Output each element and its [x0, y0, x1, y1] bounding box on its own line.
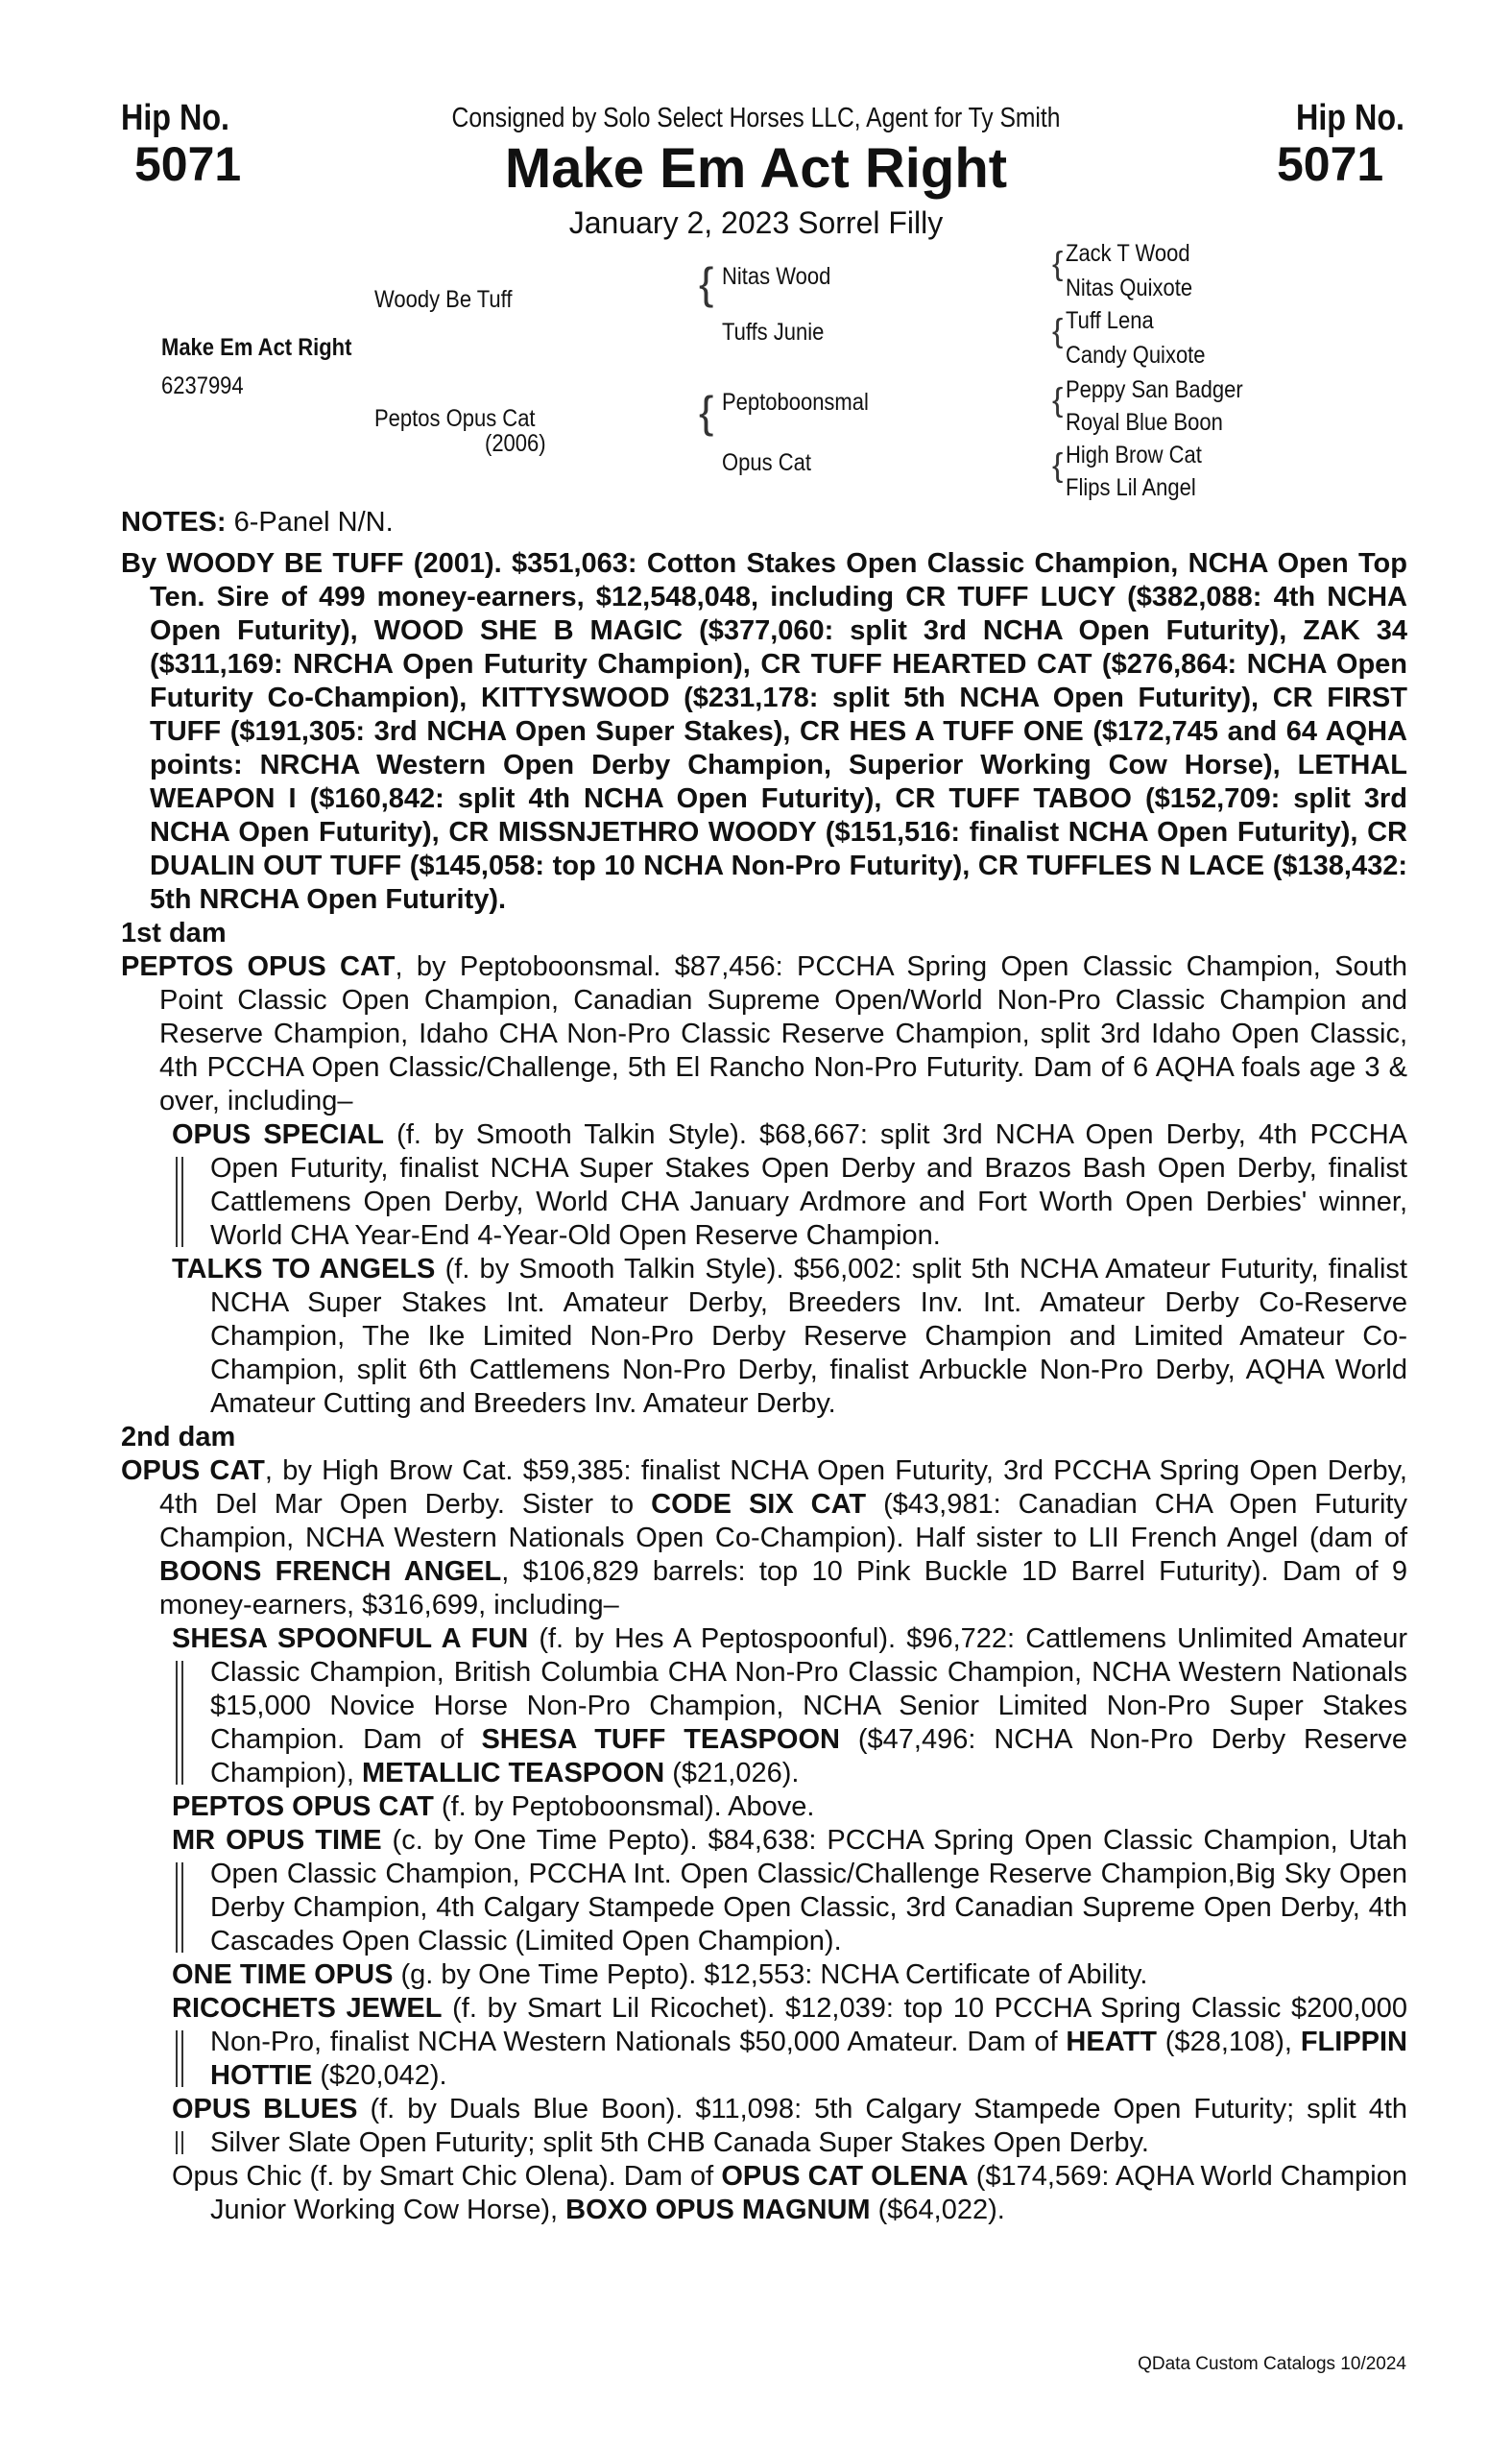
pedigree-sire-sire: Nitas Wood: [722, 263, 831, 290]
produce-entry: [121, 1118, 1407, 1253]
produce-text: ($174,569: AQHA World Champion Junior Working Cow Horse),: [210, 2161, 1407, 2225]
produce-text: ($28,108),: [1156, 2027, 1301, 2057]
pedigree-dam-sire: Peptoboonsmal: [722, 389, 869, 416]
consignor: Consigned by Solo Select Horses LLC, Agent for Ty Smith: [451, 103, 1061, 133]
brace: {: [1052, 313, 1064, 349]
notes-text: 6-Panel N/N.: [226, 507, 394, 538]
pedigree-dam-year: (2006): [485, 430, 546, 457]
brace: {: [699, 258, 714, 308]
produce-offspring: SHESA TUFF TEASPOON: [481, 1724, 840, 1755]
produce-entry: [121, 1790, 1407, 1824]
produce-entry: [121, 2093, 1407, 2160]
produce-name: OPUS SPECIAL: [172, 1119, 385, 1150]
catalog-body: [121, 506, 1407, 2227]
pedigree-g1: Zack T Wood: [1066, 240, 1190, 267]
pedigree-g2: Nitas Quixote: [1066, 275, 1193, 301]
pedigree-g6: Royal Blue Boon: [1066, 409, 1223, 436]
produce-name: SHESA SPOONFUL A FUN: [172, 1623, 529, 1654]
produce-text: (f. by Smart Lil Ricochet). $12,039: top 10 PCCHA Spring Classic $200,000 Non-Pro, finalist NCHA Western Nationals $50,000 Amateur. Dam of: [210, 1993, 1407, 2057]
produce-name: MR OPUS TIME: [172, 1825, 382, 1856]
hip-number-right: 5071: [1277, 137, 1384, 191]
notes: [121, 506, 1407, 540]
second-dam-text: ($43,981: Canadian CHA Open Futurity Champion, NCHA Western Nationals Open Co-Champion). Half sister to LII French Angel (dam of: [159, 1489, 1407, 1553]
hip-label-right: Hip No.: [1296, 98, 1405, 138]
produce-name: ONE TIME OPUS: [172, 1959, 394, 1990]
brace: {: [1052, 246, 1064, 282]
notes-label: NOTES:: [121, 507, 227, 538]
registration-number: 6237994: [161, 372, 244, 399]
first-dam-paragraph: [121, 950, 1407, 1118]
pedigree-sire: Woody Be Tuff: [374, 286, 513, 313]
produce-text: (c. by One Time Pepto). $84,638: PCCHA Spring Open Classic Champion, Utah Open Classic Champion, PCCHA Int. Open Classic/Challenge Reserve Champion,Big Sky Open Derby Champion, 4th Calgary Stampede Open Classic, 3rd Canadian Supreme Open Derby, 4th Cascades Open Classic (Limited Open Champion).: [210, 1825, 1407, 1956]
produce-text: ($21,026).: [664, 1758, 800, 1788]
footer-credit: QData Custom Catalogs 10/2024: [1138, 2354, 1406, 2374]
produce-name: OPUS BLUES: [172, 2094, 358, 2124]
pedigree-g3: Tuff Lena: [1066, 307, 1154, 334]
produce-offspring: BOXO OPUS MAGNUM: [565, 2195, 871, 2225]
hip-number-left: 5071: [134, 137, 242, 191]
produce-entry: [121, 1958, 1407, 1992]
produce-text: ($20,042).: [312, 2060, 447, 2091]
pedigree-dam: Peptos Opus Cat: [374, 405, 536, 432]
produce-text: (f. by Duals Blue Boon). $11,098: 5th Calgary Stampede Open Futurity; split 4th Silver Slate Open Futurity; split 5th CHB Canada Super Stakes Open Derby.: [210, 2094, 1408, 2158]
produce-entry: [121, 1622, 1407, 1790]
pedigree-sire-dam: Tuffs Junie: [722, 319, 825, 346]
produce-offspring: FLIPPIN HOTTIE: [210, 2027, 1407, 2091]
brace: {: [699, 387, 714, 437]
produce-text: (f. by Smooth Talkin Style). $56,002: split 5th NCHA Amateur Futurity, finalist NCHA Super Stakes Int. Amateur Derby, Breeders Inv. Int. Amateur Derby Co-Reserve Champion, The Ike Limited Non-Pro Derby Reserve Champion and Limited Amateur Co-Champion, split 6th Cattlemens Non-Pro Derby, finalist Arbuckle Non-Pro Derby, AQHA World Amateur Cutting and Breeders Inv. Amateur Derby.: [210, 1254, 1407, 1419]
pedigree-g4: Candy Quixote: [1066, 342, 1206, 369]
produce-offspring: METALLIC TEASPOON: [361, 1758, 665, 1788]
horse-name: Make Em Act Right: [504, 137, 1008, 200]
second-dam-heading: 2nd dam: [121, 1422, 236, 1452]
second-dam-paragraph: [121, 1454, 1407, 1622]
produce-offspring: HEATT: [1066, 2027, 1157, 2057]
produce-name: PEPTOS OPUS CAT: [172, 1791, 434, 1822]
produce-entry: [121, 1824, 1407, 1958]
pedigree-g5: Peppy San Badger: [1066, 376, 1243, 403]
first-dam-name: PEPTOS OPUS CAT: [121, 951, 396, 982]
produce-text: (f. by Hes A Peptospoonful). $96,722: Cattlemens Unlimited Amateur Classic Champion, British Columbia CHA Non-Pro Classic Champion, NCHA Western Nationals $15,000 Novice Horse Non-Pro Champion, NCHA Senior Limited Non-Pro Super Stakes Champion. Dam of: [210, 1623, 1407, 1755]
pedigree-dam-dam: Opus Cat: [722, 449, 811, 476]
relative-name: BOONS FRENCH ANGEL: [159, 1556, 502, 1587]
foaling-info: January 2, 2023 Sorrel Filly: [568, 205, 944, 240]
brace: {: [1052, 382, 1064, 419]
pedigree-subject: Make Em Act Right: [161, 334, 352, 361]
produce-text: ($64,022).: [870, 2195, 1005, 2225]
first-dam-heading: 1st dam: [121, 918, 227, 948]
produce-text: (g. by One Time Pepto). $12,553: NCHA Certificate of Ability.: [393, 1959, 1148, 1990]
produce-entry: [121, 2160, 1407, 2227]
second-dam-text: , $106,829 barrels: top 10 Pink Buckle 1D Barrel Futurity). Dam of 9 money-earners, $316,699, including–: [159, 1556, 1408, 1620]
pedigree-g8: Flips Lil Angel: [1066, 474, 1196, 501]
produce-name: RICOCHETS JEWEL: [172, 1993, 443, 2024]
second-dam-text: , by High Brow Cat. $59,385: finalist NCHA Open Futurity, 3rd PCCHA Spring Open Derby, 4th Del Mar Open Derby. Sister to: [159, 1455, 1407, 1520]
produce-text: (f. by Smooth Talkin Style). $68,667: split 3rd NCHA Open Derby, 4th PCCHA Open Futurity, finalist NCHA Super Stakes Open Derby and Brazos Bash Open Derby, finalist Cattlemens Open Derby, World CHA January Ardmore and Fort Worth Open Derbies' winner, World CHA Year-End 4-Year-Old Open Reserve Champion.: [210, 1119, 1407, 1251]
pedigree-g7: High Brow Cat: [1066, 442, 1202, 468]
produce-name: TALKS TO ANGELS: [172, 1254, 436, 1284]
second-dam-name: OPUS CAT: [121, 1455, 265, 1486]
hip-label-left: Hip No.: [121, 98, 230, 138]
first-dam-text: , by Peptoboonsmal. $87,456: PCCHA Spring Open Classic Champion, South Point Classic Open Champion, Canadian Supreme Open/World Non-Pro Classic Champion and Reserve Champion, Idaho CHA Non-Pro Classic Reserve Champion, split 3rd Idaho Open Classic, 4th PCCHA Open Classic/Challenge, 5th El Rancho Non-Pro Futurity. Dam of 6 AQHA foals age 3 & over, including–: [159, 951, 1407, 1116]
produce-offspring: OPUS CAT OLENA: [721, 2161, 969, 2192]
sibling-name: CODE SIX CAT: [651, 1489, 867, 1520]
produce-entry: [121, 1253, 1407, 1421]
produce-text: (f. by Peptoboonsmal). Above.: [433, 1791, 815, 1822]
produce-entry: [121, 1992, 1407, 2093]
sire-paragraph: By WOODY BE TUFF (2001). $351,063: Cotton Stakes Open Classic Champion, NCHA Open Top Ten. Sire of 499 money-earners, $12,548,048, including CR TUFF LUCY ($382,088: 4th NCHA Open Futurity), WOOD SHE B MAGIC ($377,060: split 3rd NCHA Open Futurity), ZAK 34 ($311,169: NRCHA Open Futurity Champion), CR TUFF HEARTED CAT ($276,864: NCHA Open Futurity Co-Champion), KITTYSWOOD ($231,178: split 5th NCHA Open Futurity), CR FIRST TUFF ($191,305: 3rd NCHA Open Super Stakes), CR HES A TUFF ONE ($172,745 and 64 AQHA points: NRCHA Western Open Derby Champion, Superior Working Cow Horse), LETHAL WEAPON I ($160,842: split 4th NCHA Open Futurity), CR TUFF TABOO ($152,709: split 3rd NCHA Open Futurity), CR MISSNJETHRO WOODY ($151,516: finalist NCHA Open Futurity), CR DUALIN OUT TUFF ($145,058: top 10 NCHA Non-Pro Futurity), CR TUFFLES N LACE ($138,432: 5th NRCHA Open Futurity).: [121, 548, 1407, 915]
produce-text: ($47,496: NCHA Non-Pro Derby Reserve Champion),: [210, 1724, 1408, 1788]
produce-text: Opus Chic (f. by Smart Chic Olena). Dam of: [172, 2161, 722, 2192]
brace: {: [1052, 447, 1064, 484]
